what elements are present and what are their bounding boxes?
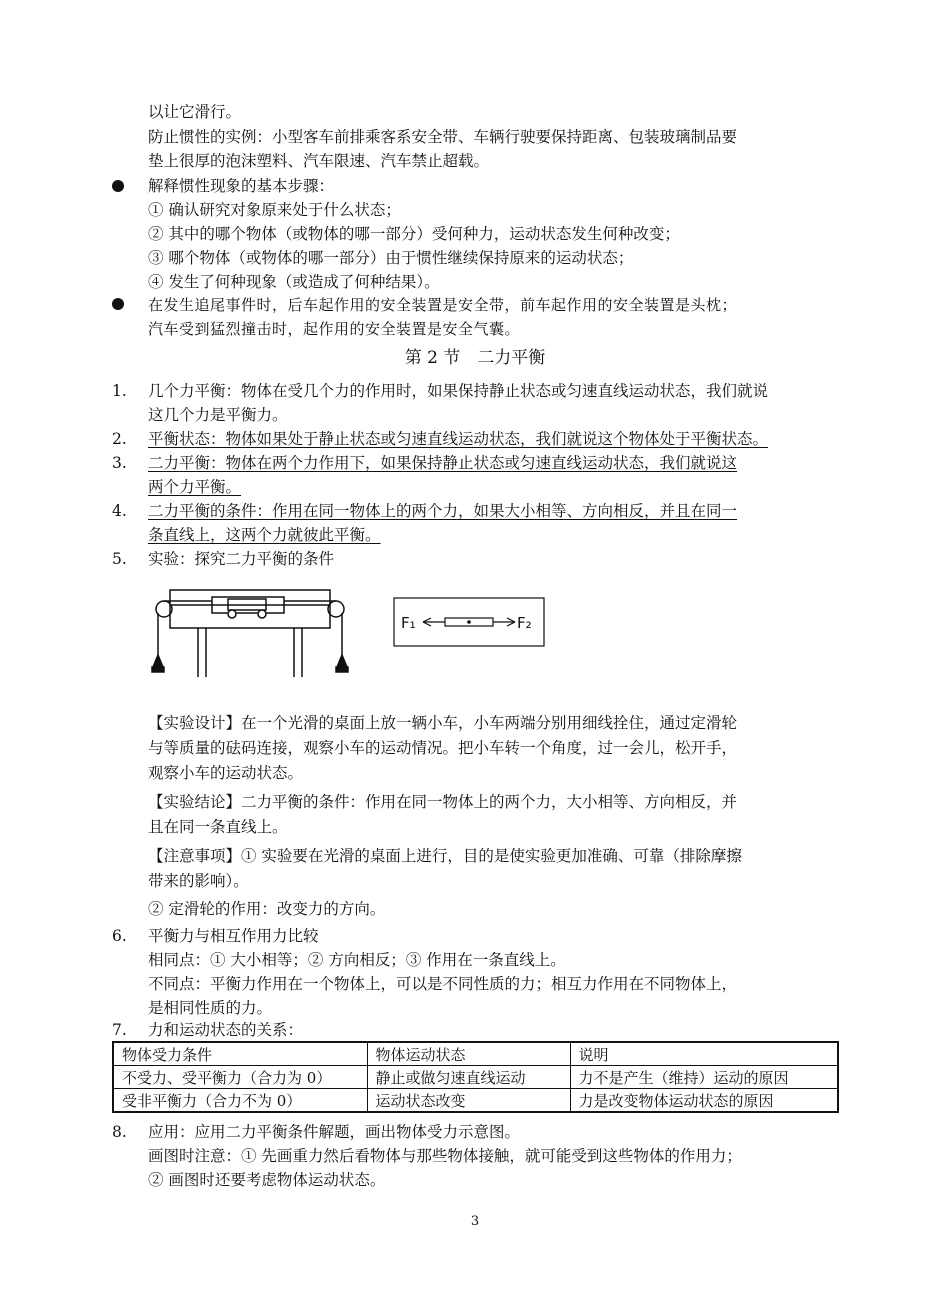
bullet-icon (112, 180, 124, 192)
bullet-icon (112, 298, 124, 310)
text-line: 应用：应用二力平衡条件解题，画出物体受力示意图。 (148, 1123, 521, 1141)
text-line: 平衡状态：物体如果处于静止状态或匀速直线运动状态，我们就说这个物体处于平衡状态。 (148, 430, 769, 448)
text-line: 平衡力与相互作用力比较 (148, 927, 319, 945)
text-line: 汽车受到猛烈撞击时，起作用的安全装置是安全气囊。 (148, 320, 521, 338)
text-line: 画图时注意：① 先画重力然后看物体与那些物体接触，就可能受到这些物体的作用力； (148, 1147, 742, 1165)
text-line: 相同点：① 大小相等；② 方向相反；③ 作用在一条直线上。 (148, 951, 566, 969)
item-number: 4. (112, 502, 127, 520)
text-line: 二力平衡的条件：作用在同一物体上的两个力，如果大小相等、方向相反，并且在同一 (148, 502, 738, 520)
text-line: 二力平衡：物体在两个力作用下，如果保持静止状态或匀速直线运动状态，我们就说这 (148, 454, 738, 472)
force-motion-table (112, 1041, 839, 1113)
text-line: 是相同性质的力。 (148, 999, 273, 1017)
table-header-cell: 物体运动状态 (367, 1042, 570, 1066)
text-line: ③ 哪个物体（或物体的哪一部分）由于惯性继续保持原来的运动状态； (148, 249, 634, 267)
force-label-f1: F₁ (401, 614, 416, 632)
text-line: ② 其中的哪个物体（或物体的哪一部分）受何种力，运动状态发生何种改变； (148, 225, 680, 243)
text-line: ② 定滑轮的作用：改变力的方向。 (148, 900, 386, 918)
text-line: 条直线上，这两个力就彼此平衡。 (148, 526, 381, 544)
text-line: 力和运动状态的关系： (148, 1021, 304, 1039)
item-number: 6. (112, 927, 127, 945)
text-line: 【实验结论】二力平衡的条件：作用在同一物体上的两个力，大小相等、方向相反，并 (148, 793, 738, 811)
text-line: 这几个力是平衡力。 (148, 406, 288, 424)
table-cell: 力是改变物体运动状态的原因 (570, 1089, 838, 1113)
item-number: 1. (112, 382, 127, 400)
text-line: 与等质量的砝码连接，观察小车的运动情况。把小车转一个角度，过一会儿，松开手， (148, 739, 738, 757)
text-line: 以让它滑行。 (148, 103, 242, 121)
text-line: 几个力平衡：物体在受几个力的作用时，如果保持静止状态或匀速直线运动状态，我们就说 (148, 382, 769, 400)
item-number: 7. (112, 1021, 127, 1039)
table-row (113, 1066, 838, 1089)
text-line: 不同点：平衡力作用在一个物体上，可以是不同性质的力；相互力作用在不同物体上， (148, 975, 738, 993)
table-row (113, 1089, 838, 1113)
text-line: 【实验设计】在一个光滑的桌面上放一辆小车，小车两端分别用细线拴住，通过定滑轮 (148, 714, 738, 732)
text-line: ① 确认研究对象原来处于什么状态； (148, 201, 401, 219)
text-line: 且在同一条直线上。 (148, 818, 288, 836)
item-number: 8. (112, 1123, 127, 1141)
table-cell: 不受力、受平衡力（合力为 0） (113, 1066, 367, 1089)
table-cell: 静止或做匀速直线运动 (367, 1066, 570, 1089)
text-line: 【注意事项】① 实验要在光滑的桌面上进行，目的是使实验更加准确、可靠（排除摩擦 (148, 847, 742, 865)
text-line: 观察小车的运动状态。 (148, 764, 304, 782)
force-diagram (393, 597, 545, 647)
item-number: 2. (112, 430, 127, 448)
text-line: 在发生追尾事件时，后车起作用的安全装置是安全带，前车起作用的安全装置是头枕； (148, 296, 738, 314)
table-header-row (113, 1042, 838, 1066)
page-number: 3 (470, 1214, 480, 1229)
text-line: 两个力平衡。 (148, 478, 242, 496)
item-number: 3. (112, 454, 127, 472)
text-line: 实验：探究二力平衡的条件 (148, 550, 335, 568)
text-line: 带来的影响）。 (148, 872, 249, 890)
force-label-f2: F₂ (517, 614, 532, 632)
table-cell: 受非平衡力（合力不为 0） (113, 1089, 367, 1113)
text-line: ② 画图时还要考虑物体运动状态。 (148, 1171, 386, 1189)
text-line: 防止惯性的实例：小型客车前排乘客系安全带、车辆行驶要保持距离、包装玻璃制品要 (148, 128, 738, 146)
section-title: 第 2 节 二力平衡 (404, 348, 546, 368)
table-cell: 运动状态改变 (367, 1089, 570, 1113)
experiment-apparatus-figure (150, 585, 350, 680)
table-cell: 力不是产生（维持）运动的原因 (570, 1066, 838, 1089)
table-header-cell: 物体受力条件 (113, 1042, 367, 1066)
table-header-cell: 说明 (570, 1042, 838, 1066)
text-line: 垫上很厚的泡沫塑料、汽车限速、汽车禁止超载。 (148, 152, 490, 170)
text-line: ④ 发生了何种现象（或造成了何种结果）。 (148, 273, 440, 291)
item-number: 5. (112, 550, 127, 568)
text-line: 解释惯性现象的基本步骤： (148, 177, 335, 195)
